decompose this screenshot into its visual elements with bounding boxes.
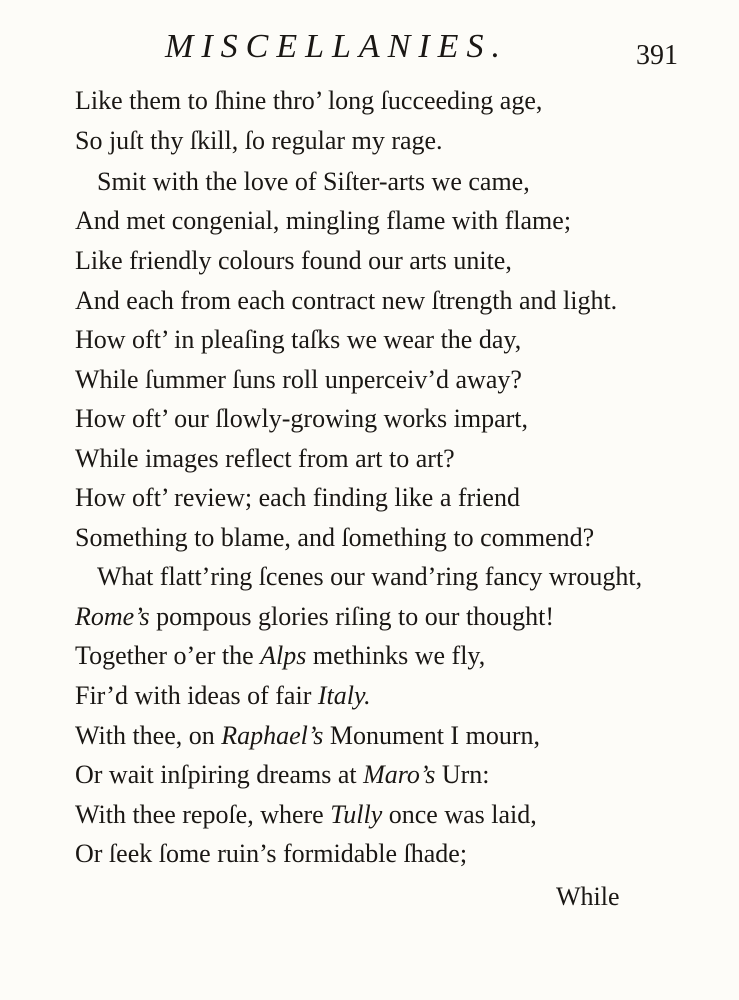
line-text: pompous glories riſing to our thought! xyxy=(149,602,555,631)
poem-line: While images reflect from art to art? xyxy=(75,444,455,473)
italic-name: Alps xyxy=(260,641,307,670)
italic-name: Maro’s xyxy=(363,760,436,789)
poem-line: How oft’ our ſlowly-growing works impart, xyxy=(75,404,529,433)
catchword: While xyxy=(556,882,620,911)
poem-line: What flatt’ring ſcenes our wand’ring fancy wrought, xyxy=(97,562,643,591)
italic-name: Tully xyxy=(330,800,383,829)
poem-line xyxy=(75,723,540,749)
line-text: Fir’d with ideas of fair xyxy=(75,681,318,710)
line-text: With thee, on xyxy=(75,721,222,750)
line-text: Monument I mourn, xyxy=(323,721,540,750)
poem-line: How oft’ in pleaſing taſks we wear the day, xyxy=(75,325,522,354)
poem-line: Something to blame, and ſomething to commend? xyxy=(75,523,595,552)
poem-line: And each from each contract new ſtrength and light. xyxy=(75,286,618,315)
poem-line: Or ſeek ſome ruin’s formidable ſhade; xyxy=(75,839,468,868)
poem-line: Like them to ſhine thro’ long ſucceeding age, xyxy=(75,86,543,115)
poem-line xyxy=(75,683,371,709)
poem-line xyxy=(75,762,490,788)
line-text: Urn: xyxy=(435,760,490,789)
italic-name: Italy. xyxy=(317,681,371,710)
poem-line: How oft’ review; each finding like a friend xyxy=(75,483,520,512)
poem-line xyxy=(75,604,554,630)
poem-line: And met congenial, mingling flame with flame; xyxy=(75,206,572,235)
running-title: MISCELLANIES. xyxy=(165,28,508,65)
page-number: 391 xyxy=(636,40,678,71)
poem-line: Smit with the love of Siſter-arts we came, xyxy=(97,167,530,196)
poem-line: Like friendly colours found our arts unite, xyxy=(75,246,512,275)
poem-line: While ſummer ſuns roll unperceiv’d away? xyxy=(75,365,522,394)
italic-name: Raphael’s xyxy=(221,721,324,750)
line-text: methinks we fly, xyxy=(306,641,486,670)
line-text: once was laid, xyxy=(382,800,537,829)
line-text: With thee repoſe, where xyxy=(75,800,331,829)
line-text: Or wait inſpiring dreams at xyxy=(75,760,364,789)
poem-line: So juſt thy ſkill, ſo regular my rage. xyxy=(75,126,443,155)
line-text: Together o’er the xyxy=(75,641,261,670)
poem-line xyxy=(75,643,485,669)
poem-line xyxy=(75,802,537,828)
italic-name: Rome’s xyxy=(75,602,150,631)
